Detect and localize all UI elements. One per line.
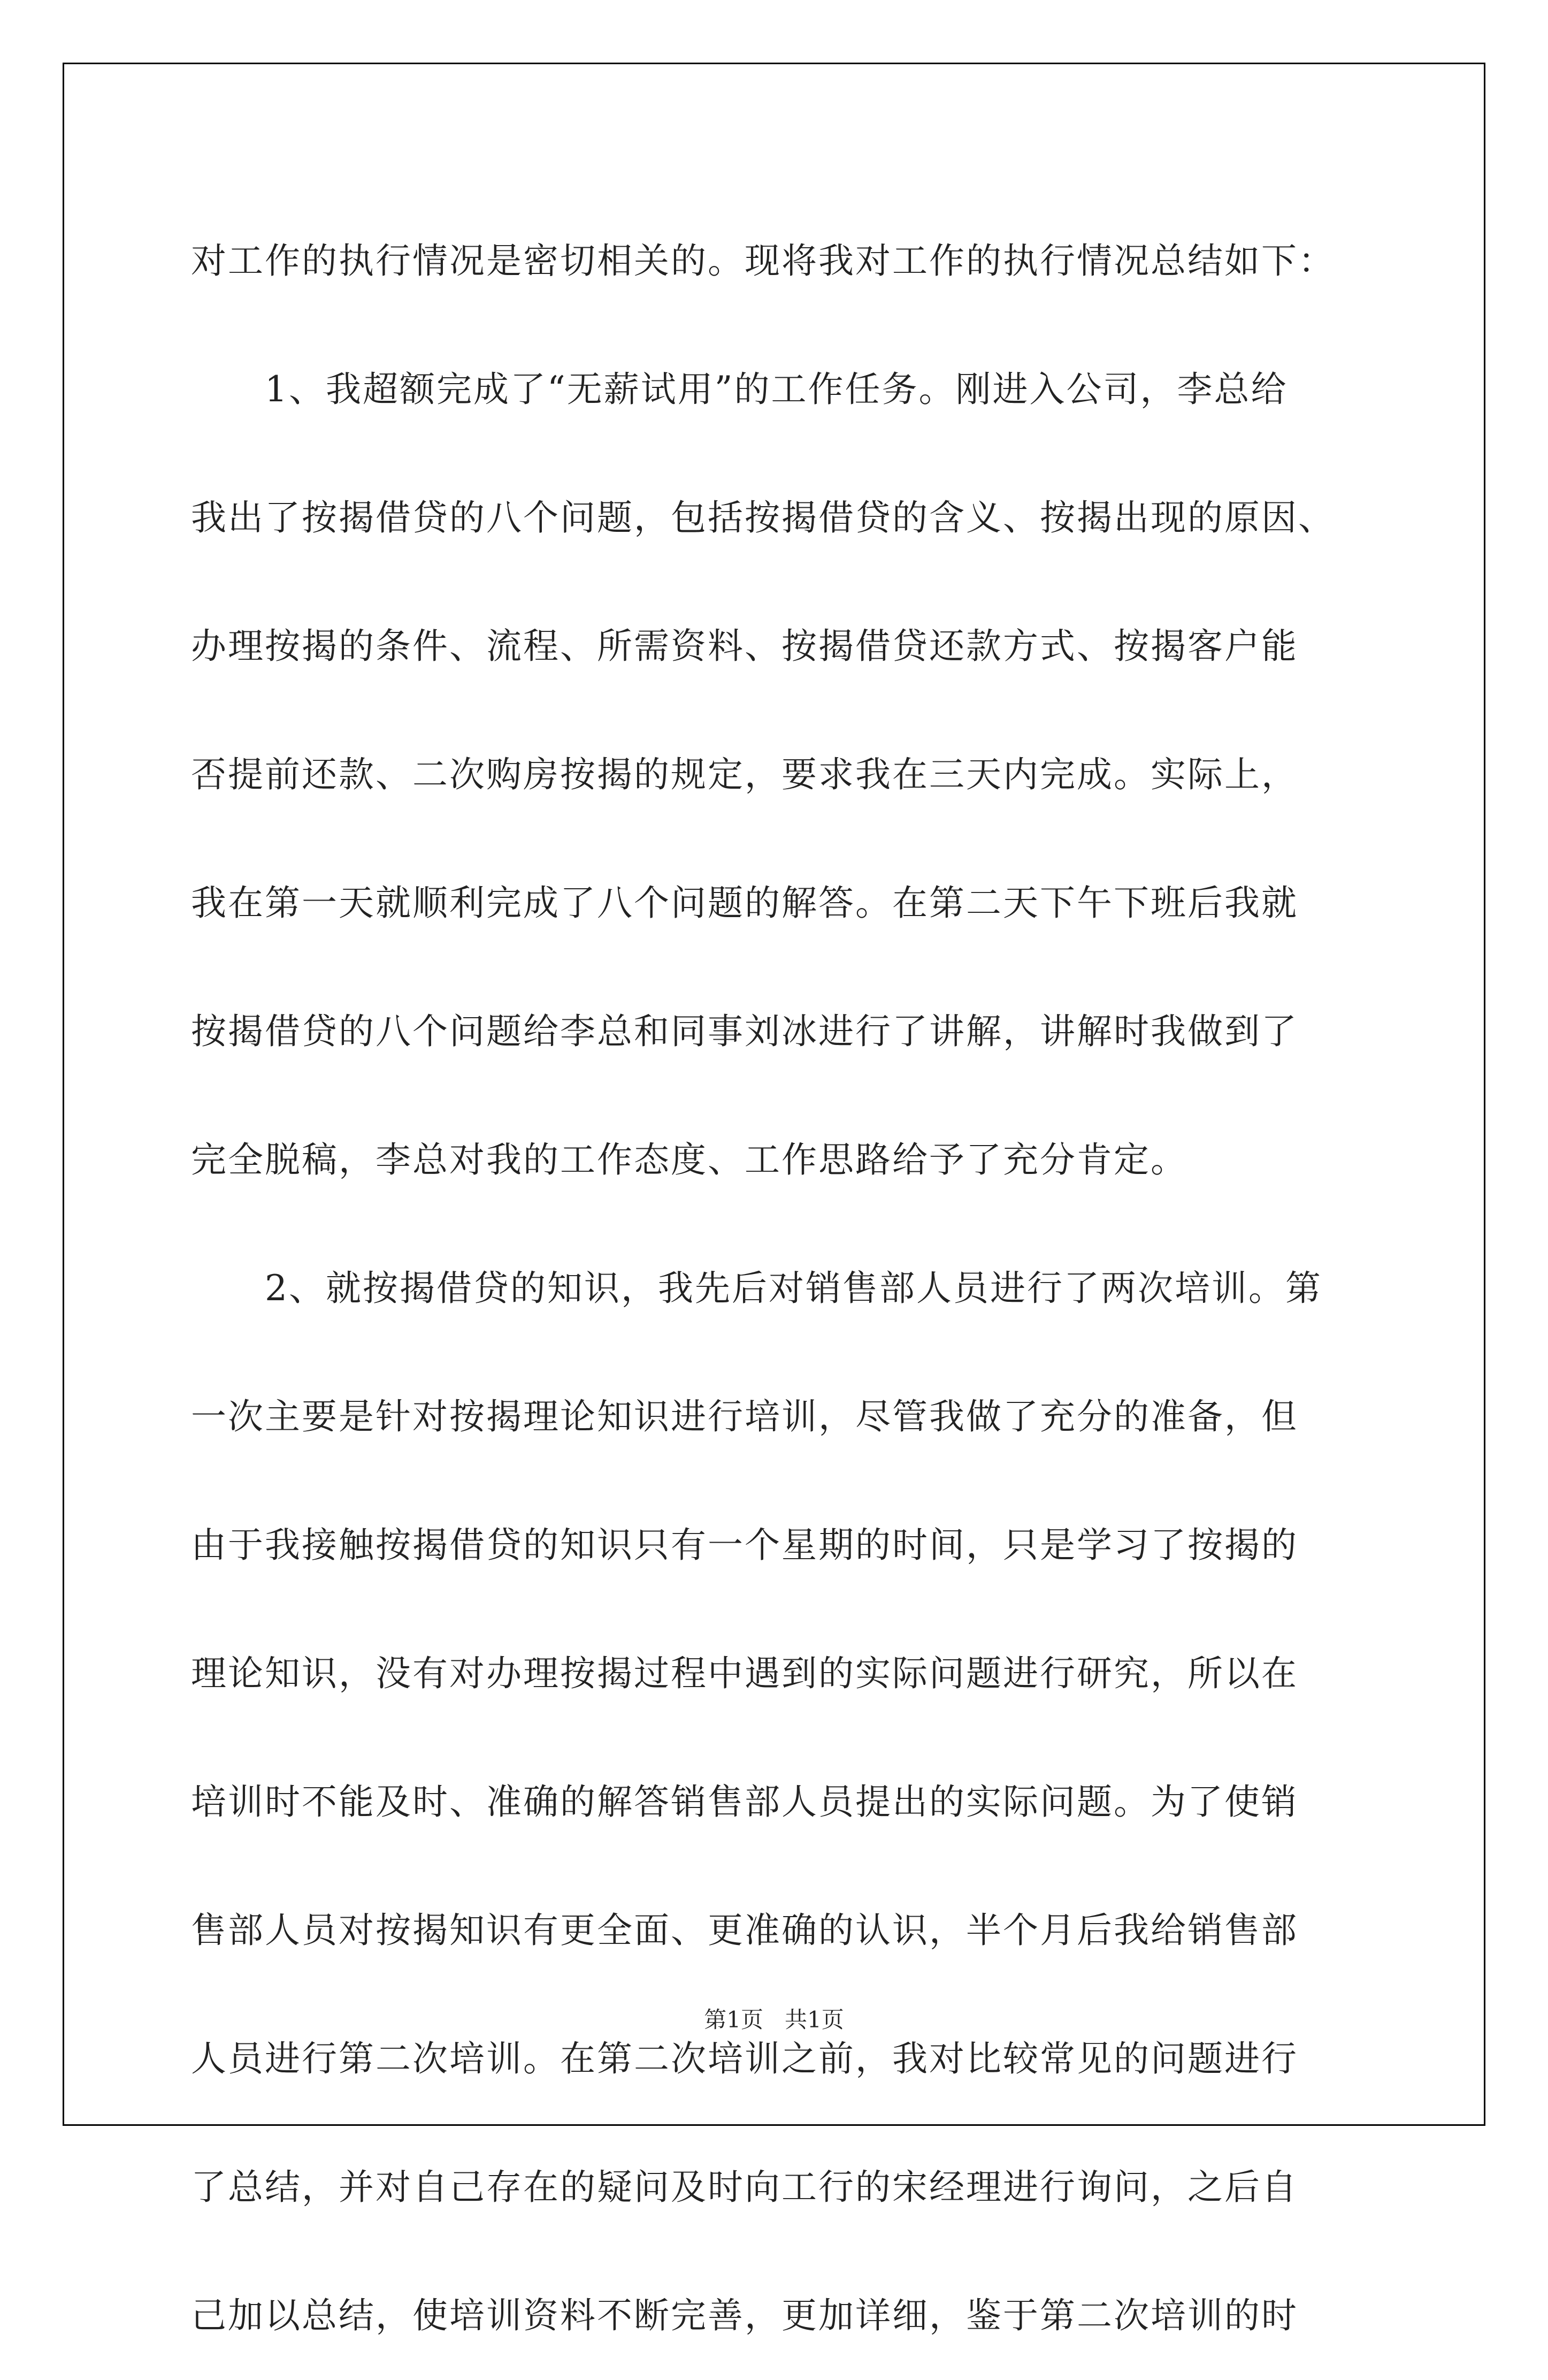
text-line: 人员进行第二次培训。在第二次培训之前，我对比较常见的问题进行 xyxy=(191,2038,1298,2079)
text-line: 办理按揭的条件、流程、所需资料、按揭借贷还款方式、按揭客户能 xyxy=(191,625,1298,667)
text-line: 按揭借贷的八个问题给李总和同事刘冰进行了讲解，讲解时我做到了 xyxy=(191,1011,1298,1052)
text-line: 完全脱稿，李总对我的工作态度、工作思路给予了充分肯定。 xyxy=(191,1139,1187,1180)
text-line: 售部人员对按揭知识有更全面、更准确的认识，半个月后我给销售部 xyxy=(191,1910,1298,1951)
document-body xyxy=(191,197,1416,2380)
text-line: 理论知识，没有对办理按揭过程中遇到的实际问题进行研究，所以在 xyxy=(191,1653,1298,1694)
text-line: 己加以总结，使培训资料不断完善，更加详细，鉴于第二次培训的时 xyxy=(191,2295,1298,2336)
text-line: 了总结，并对自己存在的疑问及时向工行的宋经理进行询问，之后自 xyxy=(191,2167,1298,2208)
text-line: 对工作的执行情况是密切相关的。现将我对工作的执行情况总结如下： xyxy=(191,240,1335,281)
text-line: 由于我接触按揭借贷的知识只有一个星期的时间，只是学习了按揭的 xyxy=(191,1524,1298,1566)
text-line: 2、就按揭借贷的知识，我先后对销售部人员进行了两次培训。第 xyxy=(265,1268,1322,1309)
text-line: 一次主要是针对按揭理论知识进行培训，尽管我做了充分的准备，但 xyxy=(191,1396,1298,1437)
page-footer: 第1页 共1页 xyxy=(704,2007,844,2033)
text-line: 我出了按揭借贷的八个问题，包括按揭借贷的含义、按揭出现的原因、 xyxy=(191,497,1335,538)
text-line: 我在第一天就顺利完成了八个问题的解答。在第二天下午下班后我就 xyxy=(191,882,1298,924)
text-line: 1、我超额完成了“无薪试用”的工作任务。刚进入公司，李总给 xyxy=(265,369,1288,410)
text-line: 培训时不能及时、准确的解答销售部人员提出的实际问题。为了使销 xyxy=(191,1781,1298,1822)
text-line: 否提前还款、二次购房按揭的规定，要求我在三天内完成。实际上， xyxy=(191,754,1298,795)
